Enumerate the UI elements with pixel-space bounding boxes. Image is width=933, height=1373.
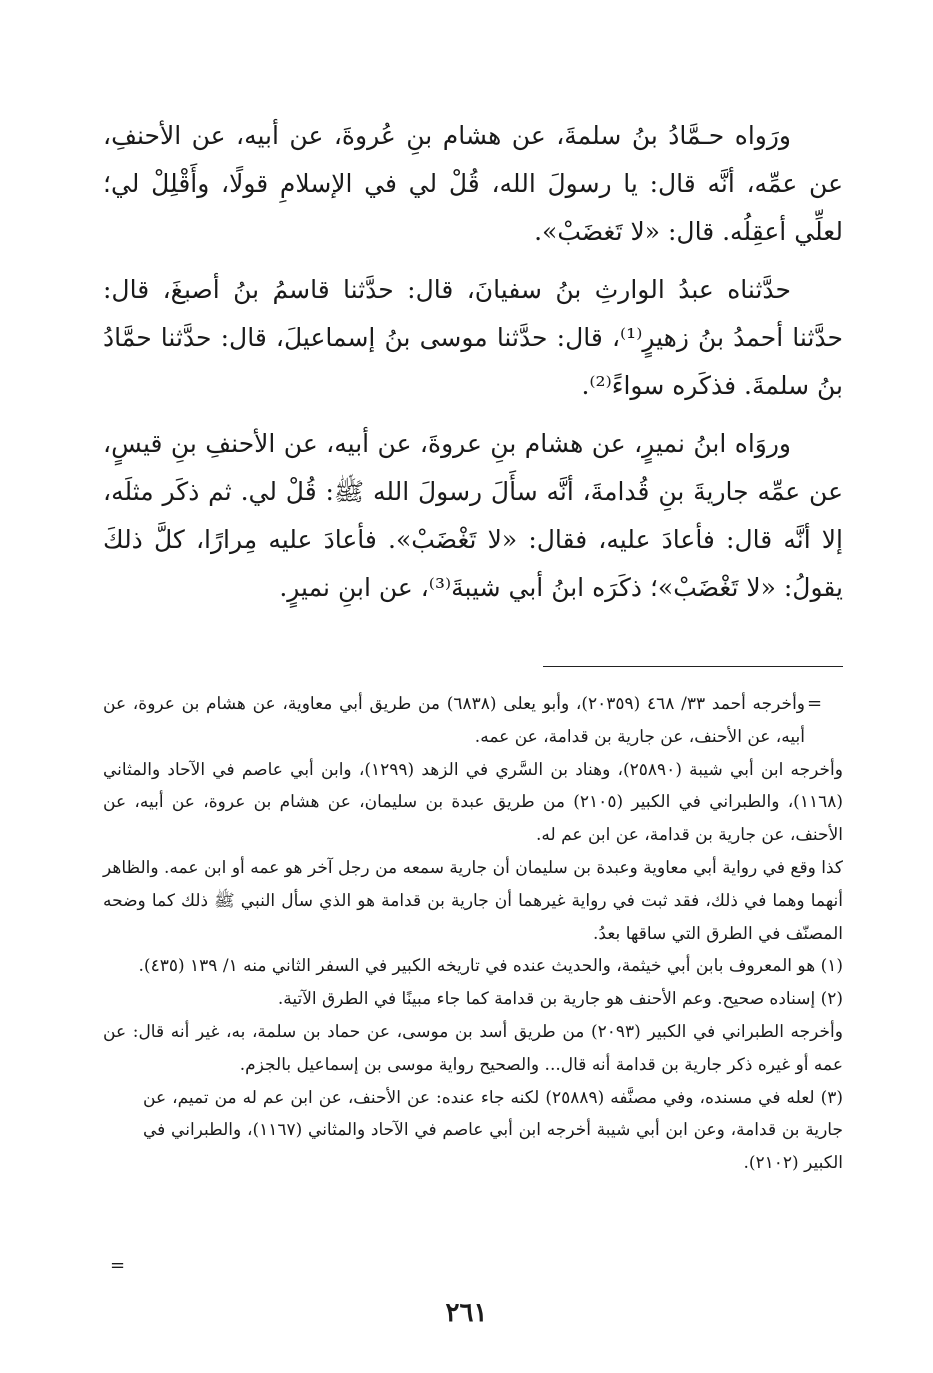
footnotes [103,688,843,1180]
footnote-3: (٣) لعله في مسنده، وفي مصنَّفه (٢٥٨٨٩) لكنه جاء عنده: عن الأحنف، عن ابن عم له من تميم، عن جارية بن قدامة، وعن ابن أبي شيبة أخرجه ابن أبي عاصم في الآحاد والمثاني (١١٦٧)، والطبراني في الكبير (٢١٠٢). [143,1087,843,1174]
footnote-1: (١) هو المعروف بابن أبي خيثمة، والحديث عنده في تاريخه الكبير في السفر الثاني منه ١/ ١٣٩ (٤٣٥). [138,956,843,977]
page-number: ٢٦١ [445,1298,488,1328]
paragraph-3: وروَاه ابنُ نميرٍ، عن هشام بنِ عروةَ، عن أبيه، عن الأحنفِ بنِ قيسٍ، عن عمِّه جاريةَ بنِ قُدامةَ، أنَّه سأَلَ رسولَ الله ﷺ: قُلْ لي. ثم ذكَر مثلَه، إلا أنَّه قال: فأعادَ عليه، فقال: «لا تَغْضَبْ». فأعادَ عليه مِرارًا، كلَّ ذلكَ يقولُ: «لا تَغْضَبْ»؛ ذكَرَه ابنُ أبي شيبةَ⁽³⁾، عن ابنِ نميرٍ. [103,429,843,602]
footnote-continued-3: كذا وقع في رواية أبي معاوية وعبدة بن سليمان أن جارية سمعه من رجل آخر هو عمه أو ابن عمه. والظاهر أنهما وهما في ذلك، فقد ثبت في رواية غيرهما أن جارية بن قدامة هو الذي سأل النبي ﷺ ذلك كما وضحه المصنّف في الطرق التي ساقها بعدُ. [103,857,843,944]
paragraph-2: حدَّثناه عبدُ الوارثِ بنُ سفيانَ، قال: حدَّثنا قاسمُ بنُ أصبغَ، قال: حدَّثنا أحمدُ بنُ زهيرٍ⁽¹⁾، قال: حدَّثنا موسى بنُ إسماعيلَ، قال: حدَّثنا حمَّادُ بنُ سلمةَ. فذكَره سواءً⁽²⁾. [103,275,843,400]
footnote-separator [543,666,843,667]
main-text [103,112,843,622]
paragraph-1: ورَواه حـمَّادُ بنُ سلمةَ، عن هشام بنِ عُروةَ، عن أبيه، عن الأحنفِ، عن عمِّه، أنَّه قال: يا رسولَ الله، قُلْ لي في الإسلامِ قولًا، وأَقْلِلْ لي؛ لعلِّي أعقِلُه. قال: «لا تَغضَبْ». [103,121,843,246]
footnote-2-continued: وأخرجه الطبراني في الكبير (٢٠٩٣) من طريق أسد بن موسى، عن حماد بن سلمة، به، غير أنه قال: عن عمه أو غيره ذكر جارية بن قدامة أنه قال... والصحيح رواية موسى بن إسماعيل بالجزم. [103,1021,843,1075]
continuation-mark-end: = [110,1255,126,1276]
footnote-continued-2: وأخرجه ابن أبي شيبة (٢٥٨٩٠)، وهناد بن السَّري في الزهد (١٢٩٩)، وابن أبي عاصم في الآحاد والمثاني (١١٦٨)، والطبراني في الكبير (٢١٠٥) من طريق عبدة بن سليمان، عن هشام بن عروة، عن أبيه، عن الأحنف، عن جارية بن قدامة، عن ابن عم له. [103,759,843,846]
footnote-2: (٢) إسناده صحيح. وعم الأحنف هو جارية بن قدامة كما جاء مبينًا في الطرق الآتية. [277,989,843,1010]
footnote-continued-1: وأخرجه أحمد ٣٣/ ٤٦٨ (٢٠٣٥٩)، وأبو يعلى (٦٨٣٨) من طريق أبي معاوية، عن هشام بن عروة، عن أبيه، عن الأحنف، عن جارية بن قدامة، عن عمه. [103,694,805,747]
continuation-mark-start: = [807,693,823,714]
